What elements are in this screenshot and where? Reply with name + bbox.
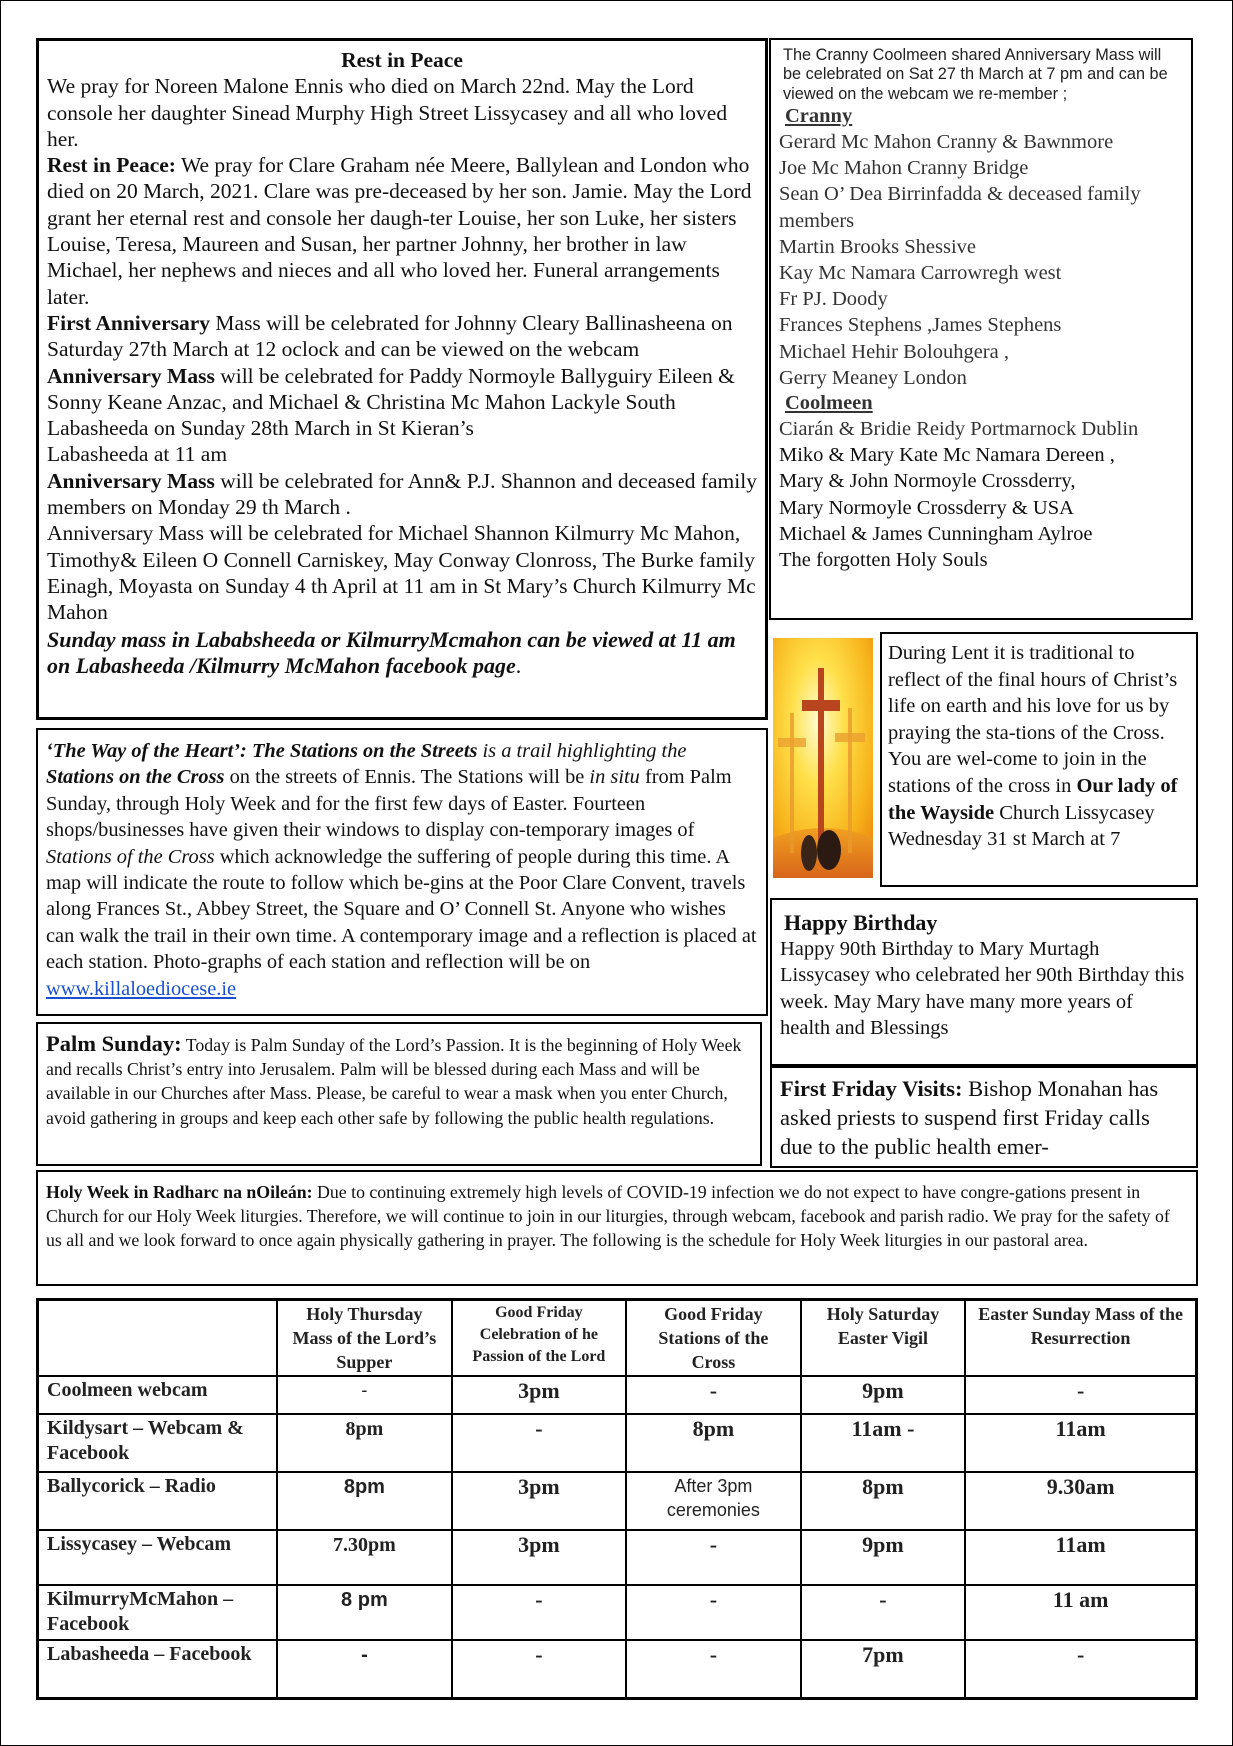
birthday-box: [770, 898, 1198, 1066]
time-cell: 3pm: [452, 1472, 627, 1530]
list-item: Mary & John Normoyle Crossderry,: [779, 470, 1076, 493]
sunday-mass-notice: [47, 627, 757, 680]
holy-week-lead: Holy Week in Radharc na nOileán:: [46, 1182, 313, 1202]
clare-lead: Rest in Peace:: [47, 153, 176, 178]
time-cell: -: [452, 1414, 627, 1472]
time-cell: 9pm: [801, 1530, 966, 1585]
column-header: Holy Saturday Easter Vigil: [801, 1300, 966, 1377]
noreen-notice: We pray for Noreen Malone Ennis who died on March 22nd. May the Lord console her daughter Sinead Murphy High Street Lissycasey and all who loved her.: [47, 74, 728, 151]
stations-t3-ital: Stations of the Cross: [46, 845, 215, 868]
stations-t2: on the streets of Ennis. The Stations will be: [224, 766, 590, 789]
time-cell: -: [965, 1376, 1196, 1414]
list-item: Michael & James Cunningham Aylroe: [779, 522, 1093, 545]
birthday-text: Happy 90th Birthday to Mary Murtagh Lissycasey who celebrated her 90th Birthday this week. May Mary have many more years of health and Blessings: [780, 938, 1185, 1039]
list-item: Gerard Mc Mahon Cranny & Bawnmore: [779, 130, 1114, 153]
palm-sunday-box: [36, 1022, 762, 1166]
list-item: Joe Mc Mahon Cranny Bridge: [779, 157, 1029, 180]
lent-text: [888, 640, 1190, 853]
table-row: [38, 1376, 1197, 1414]
stations-t1: is a trail highlighting the: [477, 740, 687, 762]
time-cell: 9pm: [801, 1376, 966, 1414]
section-heading-cranny: Cranny: [785, 104, 853, 127]
holy-week-body: Due to continuing extremely high levels of COVID-19 infection we do not expect to have congre-gations present in Church for our Holy Week liturgies. Therefore, we will continue to join in our liturgies, through webcam, facebook and parish radio. We pray for the safety of us all and we look forward to once again physically gathering in prayer. The following is the schedule for Holy Week liturgies in our pastoral area.: [46, 1182, 1170, 1251]
place-cell: Coolmeen webcam: [38, 1376, 278, 1414]
holy-week-text: [46, 1180, 1188, 1253]
list-item: Mary Normoyle Crossderry & USA: [779, 496, 1074, 519]
time-cell: 8pm: [801, 1472, 966, 1530]
column-header: Good Friday Celebration of he Passion of the Lord: [452, 1300, 627, 1377]
list-item: Kay Mc Namara Carrowregh west: [779, 261, 1062, 284]
time-cell: 7pm: [801, 1640, 966, 1698]
time-cell: 3pm: [452, 1376, 627, 1414]
list-item: Fr PJ. Doody: [779, 288, 888, 311]
time-cell: 7.30pm: [277, 1530, 451, 1585]
rest-in-peace-box: [36, 38, 768, 720]
time-cell: 8pm: [277, 1472, 451, 1530]
anniversary-notice-1-line2: Labasheeda at 11 am: [47, 442, 228, 467]
stations-t1-bold: Stations on the Cross: [46, 766, 225, 789]
rest-in-peace-title: Rest in Peace: [341, 48, 463, 72]
birthday-title: Happy Birthday: [784, 910, 938, 935]
list-item: Frances Stephens ,James Stephens: [779, 314, 1062, 337]
place-cell: Lissycasey – Webcam: [38, 1530, 278, 1585]
first-friday-lead: First Friday Visits:: [780, 1076, 963, 1101]
stations-t4: which acknowledge the suffering of people during this time. A map will indicate the route to follow which be-gins at the Poor Clare Convent, travels along Frances St., Abbey Street, the Square and O’ Connell St. Anyone who wishes can walk the trail in their own time. A contemporary image and a reflection is placed at each station. Photo-graphs of each station and reflection will be on: [46, 845, 757, 974]
diocese-link[interactable]: www.killaloediocese.ie: [46, 977, 237, 1000]
lent-stations-box: [880, 632, 1198, 887]
first-anniversary-text: Mass will be celebrated for Johnny Cleary Ballinasheena on Saturday 27th March at 12 oclock and can be viewed on the webcam: [47, 310, 733, 362]
time-cell: 11am -: [801, 1414, 966, 1472]
column-header: Holy Thursday Mass of the Lord’s Supper: [277, 1300, 451, 1377]
first-friday-box: [770, 1066, 1198, 1168]
time-cell: 8pm: [626, 1414, 801, 1472]
crosses-image: [773, 638, 873, 878]
time-cell: -: [277, 1376, 451, 1414]
holy-week-schedule-table: [36, 1298, 1198, 1700]
time-cell: 3pm: [452, 1530, 627, 1585]
list-item: Ciarán & Bridie Reidy Portmarnock Dublin: [779, 417, 1139, 440]
first-friday-text: [780, 1074, 1188, 1161]
crosses-icon: [773, 638, 873, 878]
table-row: [38, 1414, 1197, 1472]
lent-text-a: During Lent it is traditional to reflect of the final hours of Christ’s life on earth and his love for us by praying the sta-tions of the Cross. You are wel-come to join in the stations of the cross in: [888, 642, 1178, 797]
sunday-mass-text: Sunday mass in Lababsheeda or KilmurryMcmahon can be viewed at 11 am on Labasheeda /Kilmurry McMahon facebook page: [47, 626, 736, 678]
time-cell: 11am: [965, 1530, 1196, 1585]
list-item: Gerry Meaney London: [779, 366, 967, 389]
time-cell: -: [801, 1585, 966, 1640]
time-cell: -: [965, 1640, 1196, 1698]
anniversary-2-text: will be celebrated for Ann& P.J. Shannon and deceased family members on Monday 29 th March .: [47, 468, 757, 520]
place-cell: Labasheeda – Facebook: [38, 1640, 278, 1698]
time-cell: After 3pm ceremonies: [626, 1472, 801, 1530]
cranny-intro: The Cranny Coolmeen shared Anniversary Mass will be celebrated on Sat 27 th March at 7 pm and can be viewed on the webcam we re-member ;: [783, 46, 1168, 103]
anniversary-2-lead: Anniversary Mass: [47, 468, 215, 493]
anniversary-notice-1: [47, 363, 757, 442]
holy-week-box: [36, 1170, 1198, 1286]
stations-on-streets-box: [36, 728, 768, 1016]
clare-notice: [47, 152, 757, 310]
table-row: [38, 1472, 1197, 1530]
first-friday-body: Bishop Monahan has asked priests to suspend first Friday calls due to the public health emer-: [780, 1076, 1159, 1159]
place-cell: Ballycorick – Radio: [38, 1472, 278, 1530]
palm-sunday-lead: Palm Sunday:: [46, 1031, 182, 1056]
cranny-coolmeen-box: [769, 38, 1193, 620]
stations-text: [46, 738, 758, 1002]
anniversary-1-lead: Anniversary Mass: [47, 363, 215, 388]
stations-t3: from Palm Sunday, through Holy Week and for the first few days of Easter. Fourteen shops/businesses have given their windows to display con-temporary images of: [46, 766, 732, 842]
anniversary-1-text: will be celebrated for Paddy Normoyle Ballyguiry Eileen & Sonny Keane Anzac, and Michael & Christina Mc Mahon Lackyle South Labasheeda on Sunday 28th March in St Kieran’s: [47, 363, 735, 441]
time-cell: -: [626, 1640, 801, 1698]
column-header: Good Friday Stations of the Cross: [626, 1300, 801, 1377]
time-cell: -: [626, 1585, 801, 1640]
place-cell: Kildysart – Webcam & Facebook: [38, 1414, 278, 1472]
list-item: Michael Hehir Bolouhgera ,: [779, 340, 1009, 363]
table-header-row: [38, 1300, 1197, 1377]
stations-title: ‘The Way of the Heart’: The Stations on the Streets: [46, 740, 478, 762]
palm-sunday-text: [46, 1032, 752, 1130]
anniversary-notice-2: [47, 468, 757, 521]
section-heading-coolmeen: Coolmeen: [785, 391, 873, 414]
list-item: Miko & Mary Kate Mc Namara Dereen ,: [779, 444, 1115, 467]
time-cell: -: [277, 1640, 451, 1698]
time-cell: -: [452, 1585, 627, 1640]
first-anniversary-lead: First Anniversary: [47, 310, 211, 335]
column-header: Easter Sunday Mass of the Resurrection: [965, 1300, 1196, 1377]
palm-sunday-body: Today is Palm Sunday of the Lord’s Passion. It is the beginning of Holy Week and recalls Christ’s entry into Jerusalem. Palm will be blessed during each Mass and will be available in our Churches after Mass. Please, be careful to wear a mask when you enter Church, avoid gathering in groups and keep each other safe by following the public health regulations.: [46, 1035, 742, 1128]
time-cell: -: [452, 1640, 627, 1698]
time-cell: 9.30am: [965, 1472, 1196, 1530]
sunday-mass-end: .: [515, 652, 522, 678]
time-cell: 11 am: [965, 1585, 1196, 1640]
lent-text-b: Church Lissycasey Wednesday 31 st March at 7: [888, 801, 1155, 851]
time-cell: 8 pm: [277, 1585, 451, 1640]
column-header: [38, 1300, 278, 1377]
time-cell: -: [626, 1376, 801, 1414]
list-item: Martin Brooks Shessive: [779, 235, 977, 258]
list-item: Sean O’ Dea Birrinfadda & deceased family members: [779, 183, 1141, 232]
stations-t2-ital: in situ: [589, 766, 640, 789]
time-cell: 8pm: [277, 1414, 451, 1472]
time-cell: -: [626, 1530, 801, 1585]
table-row: [38, 1585, 1197, 1640]
church-name: Our lady of the Wayside: [888, 774, 1178, 824]
clare-text: We pray for Clare Graham née Meere, Ballylean and London who died on 20 March, 2021. Clare was pre-deceased by her son. Jamie. May the Lord grant her eternal rest and console her daugh-ter Louise, her son Luke, her sisters Louise, Teresa, Maureen and Susan, her partner Johnny, her brother in law Michael, her nephews and nieces and all who loved her. Funeral arrangements later.: [47, 153, 752, 309]
anniversary-notice-3: Anniversary Mass will be celebrated for Michael Shannon Kilmurry Mc Mahon, Timothy& Eileen O Connell Carniskey, May Conway Clonross, The Burke family Einagh, Moyasta on Sunday 4 th April at 11 am in St Mary’s Church Kilmurry Mc Mahon: [47, 521, 756, 625]
first-anniversary-notice: [47, 310, 757, 363]
time-cell: 11am: [965, 1414, 1196, 1472]
place-cell: KilmurryMcMahon – Facebook: [38, 1585, 278, 1640]
table-row: [38, 1530, 1197, 1585]
table-row: [38, 1640, 1197, 1698]
list-item: The forgotten Holy Souls: [779, 548, 988, 571]
